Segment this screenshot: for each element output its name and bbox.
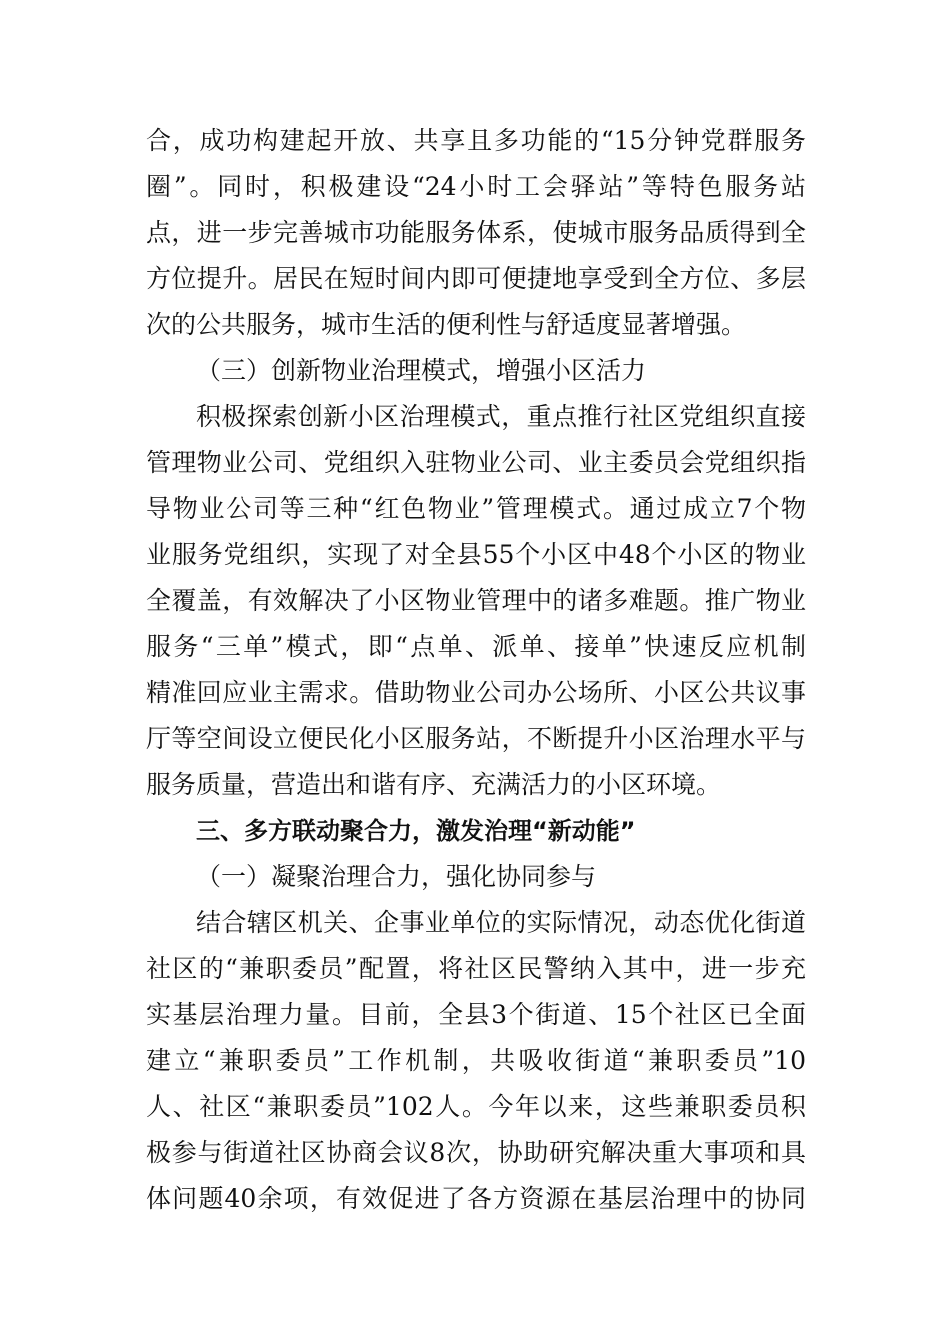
paragraph-line: 厅等空间设立便民化小区服务站，不断提升小区治理水平与	[146, 724, 806, 753]
paragraph-line: 服务“三单”模式，即“点单、派单、接单”快速反应机制	[146, 632, 806, 661]
paragraph-line: 合，成功构建起开放、共享且多功能的“15分钟党群服务	[146, 126, 806, 155]
section-3-1-heading: （一）凝聚治理合力，强化协同参与	[196, 862, 597, 891]
paragraph-line: 积极探索创新小区治理模式，重点推行社区党组织直接	[196, 402, 806, 431]
paragraph-line: 人、社区“兼职委员”102人。今年以来，这些兼职委员积	[146, 1092, 806, 1121]
paragraph-line: 圈”。同时，积极建设“24小时工会驿站”等特色服务站	[146, 172, 806, 201]
paragraph-line: 体问题40余项，有效促进了各方资源在基层治理中的协同	[146, 1184, 806, 1213]
paragraph-line: 方位提升。居民在短时间内即可便捷地享受到全方位、多层	[146, 264, 806, 293]
paragraph-line: 次的公共服务，城市生活的便利性与舒适度显著增强。	[146, 310, 747, 339]
paragraph-line: 服务质量，营造出和谐有序、充满活力的小区环境。	[146, 770, 722, 799]
paragraph-line: 点，进一步完善城市功能服务体系，使城市服务品质得到全	[146, 218, 806, 247]
paragraph-line: 管理物业公司、党组织入驻物业公司、业主委员会党组织指	[146, 448, 806, 477]
paragraph-line: 社区的“兼职委员”配置，将社区民警纳入其中，进一步充	[146, 954, 806, 983]
paragraph-line: 结合辖区机关、企事业单位的实际情况，动态优化街道	[196, 908, 806, 937]
paragraph-line: 导物业公司等三种“红色物业”管理模式。通过成立7个物	[146, 494, 806, 523]
paragraph-line: 精准回应业主需求。借助物业公司办公场所、小区公共议事	[146, 678, 806, 707]
paragraph-line: 建立“兼职委员”工作机制，共吸收街道“兼职委员”10	[146, 1046, 806, 1075]
section-3-1-paragraph	[146, 900, 806, 1222]
section-2-3-heading: （三）创新物业治理模式，增强小区活力	[196, 356, 647, 385]
paragraph-line: 全覆盖，有效解决了小区物业管理中的诸多难题。推广物业	[146, 586, 806, 615]
section-2-3-paragraph	[146, 394, 806, 808]
document-page	[146, 118, 806, 1222]
paragraph-line: 实基层治理力量。目前，全县3个街道、15个社区已全面	[146, 1000, 806, 1029]
paragraph-line: 业服务党组织，实现了对全县55个小区中48个小区的物业	[146, 540, 806, 569]
section-3-heading: 三、多方联动聚合力，激发治理“新动能”	[196, 817, 636, 845]
intro-paragraph	[146, 118, 806, 348]
paragraph-line: 极参与街道社区协商会议8次，协助研究解决重大事项和具	[146, 1138, 806, 1167]
